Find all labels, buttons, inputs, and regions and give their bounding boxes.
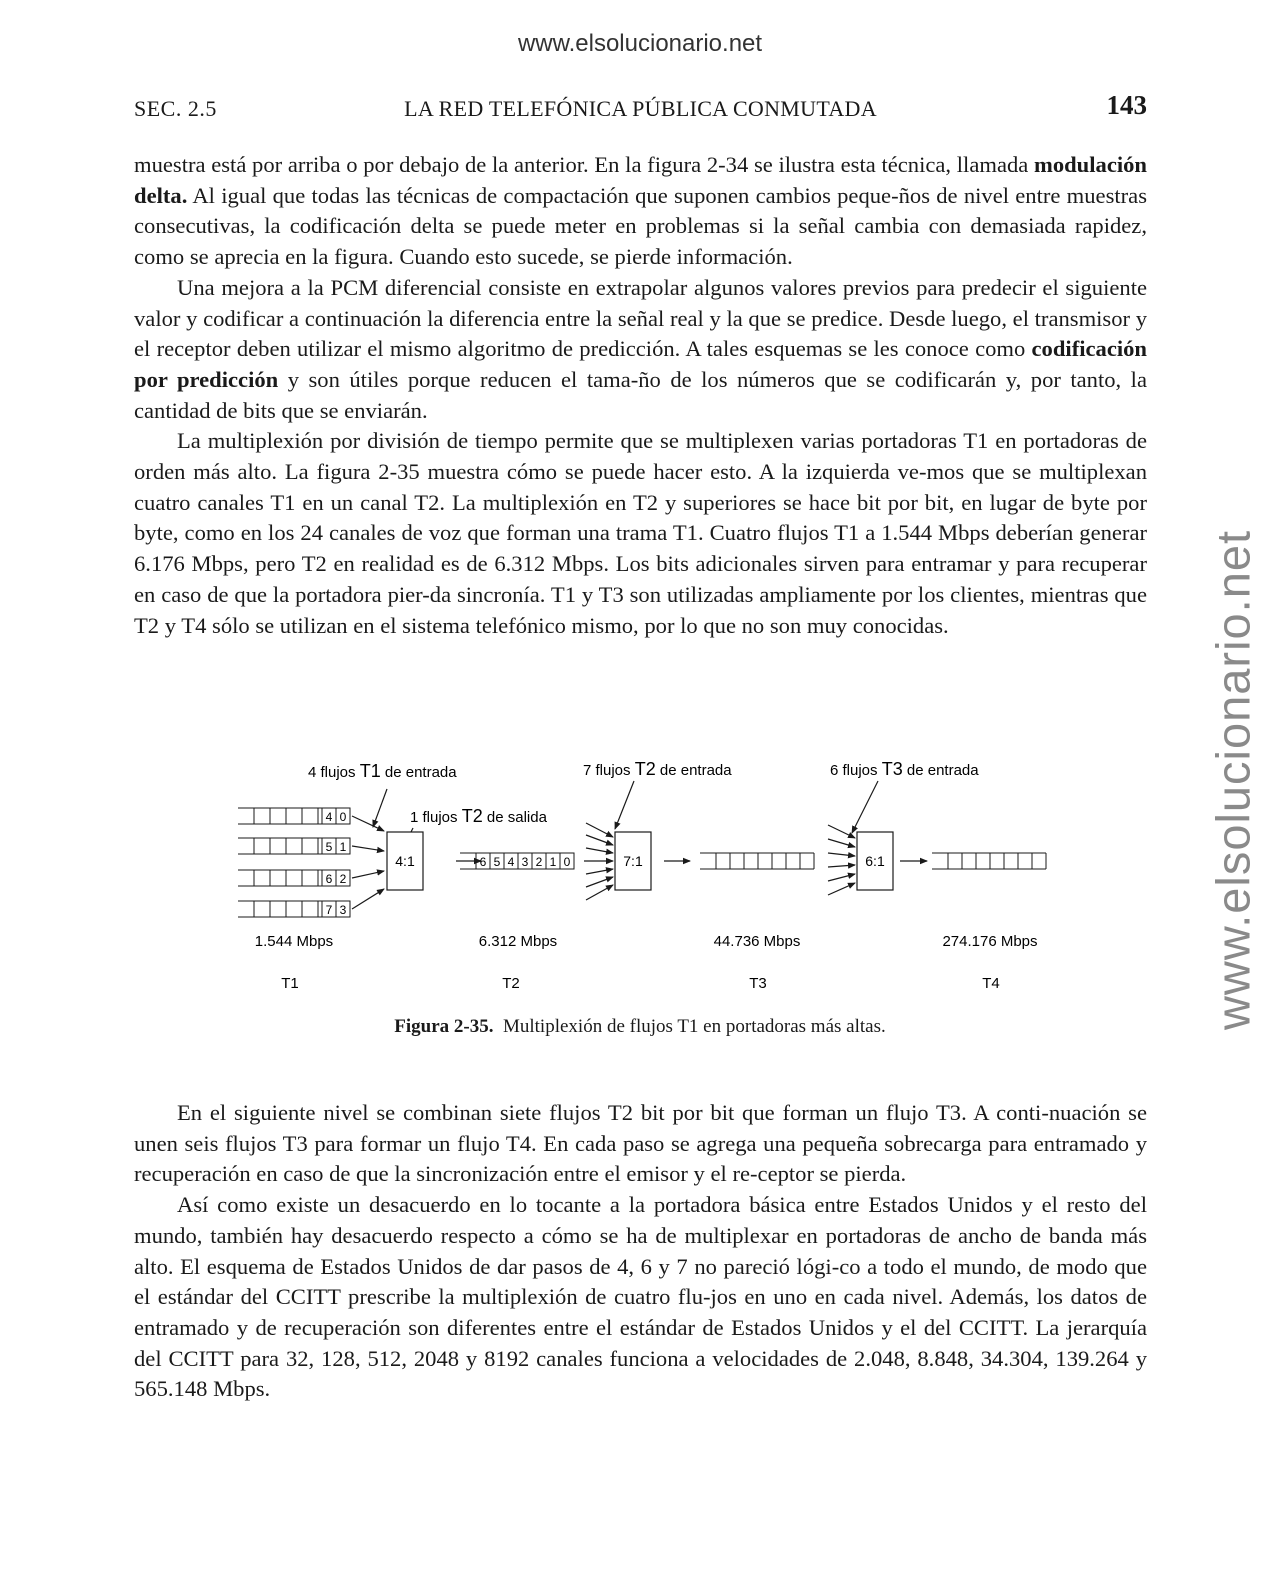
paragraph: muestra está por arriba o por debajo de la anterior. En la figura 2-34 se ilustra esta técnica, llamada modulación delta. Al igual que todas las técnicas de compactación que suponen cambios peque-ños de nivel entre muestras consecutivas, la codificación delta se puede meter en problemas si la señal cambia con demasiada rapidez, como se aprecia en la figura. Cuando esto sucede, se pierde información. xyxy=(134,152,1147,270)
paragraph: La multiplexión por división de tiempo permite que se multiplexen varias portadoras T1 en portadoras de orden más alto. La figura 2-35 muestra cómo se puede hacer esto. A la izquierda ve-mos que se multiplexan cuatro canales T1 en un canal T2. La multiplexión en T2 y superiores se hace bit por bit, en lugar de byte por byte, como en los 24 canales de voz que forman una trama T1. Cuatro flujos T1 a 1.544 Mbps deberían generar 6.176 Mbps, pero T2 en realidad es de 6.312 Mbps. Los bits adicionales sirven para entramar y para recuperar en caso de que la portadora pier-da sincronía. T1 y T3 son utilizadas ampliamente por los clientes, mientras que T2 y T4 sólo se utilizan en el sistema telefónico mismo, por lo que no son muy conocidas. xyxy=(134,428,1147,638)
bit-label: 6 xyxy=(479,855,487,869)
t3-stream xyxy=(700,853,814,869)
rate-label: 1.544 Mbps xyxy=(254,933,334,950)
body-text-bottom xyxy=(134,1098,1147,1405)
section-number: SEC. 2.5 xyxy=(134,96,217,121)
rate-label: 44.736 Mbps xyxy=(713,933,801,950)
mux-label: 6:1 xyxy=(865,853,885,869)
bit-label: 2 xyxy=(339,872,347,886)
caption-label: Figura 2-35. xyxy=(394,1016,494,1037)
bold-term: codificación por predicción xyxy=(134,336,1147,392)
bit-label: 0 xyxy=(563,855,571,869)
rate-label: 6.312 Mbps xyxy=(478,933,558,950)
label-t1-input: 4 flujos T1 de entrada xyxy=(308,761,457,781)
rate-label: 274.176 Mbps xyxy=(942,933,1038,950)
bit-label: 2 xyxy=(535,855,543,869)
bit-label: 5 xyxy=(325,840,333,854)
bit-label: 6 xyxy=(325,872,333,886)
t2-input-arrows xyxy=(584,823,613,900)
paragraph: Así como existe un desacuerdo en lo tocante a la portadora básica entre Estados Unidos y el resto del mundo, también hay desacuerdo respecto a cómo se ha de multiplexar en portadoras de ancho de banda más alto. El esquema de Estados Unidos de dar pasos de 4, 6 y 7 no pareció lógi-co a todo el mundo, de modo que el estándar del CCITT prescribe la multiplexión de cuatro flu-jos en uno en cada nivel. Además, los datos de entramado y de recuperación son diferentes entre el estándar de Estados Unidos y el del CCITT. La jerarquía del CCITT para 32, 128, 512, 2048 y 8192 canales funciona a velocidades de 2.048, 8.848, 34.304, 139.264 y 565.148 Mbps. xyxy=(134,1192,1147,1402)
bit-label: 1 xyxy=(549,855,557,869)
bit-label: 4 xyxy=(507,855,515,869)
label-t2-input: 7 flujos T2 de entrada xyxy=(583,759,732,779)
mux-label: 4:1 xyxy=(395,853,415,869)
t4-stream xyxy=(932,853,1046,869)
watermark-side: www.elsolucionario.net xyxy=(1206,529,1260,1031)
bit-label: 1 xyxy=(339,840,347,854)
multiplexing-diagram xyxy=(230,755,1060,1000)
label-t3-input: 6 flujos T3 de entrada xyxy=(830,759,979,779)
figure-2-35 xyxy=(230,755,1060,1000)
label-t2-output: 1 flujos T2 de salida xyxy=(410,806,547,826)
t1-stream xyxy=(238,808,350,824)
page-number: 143 xyxy=(1106,90,1147,120)
paragraph: En el siguiente nivel se combinan siete flujos T2 bit por bit que forman un flujo T3. A conti-nuación se unen seis flujos T3 para formar un flujo T4. En cada paso se agrega una pequeña sobrecarga para entramado y recuperación en caso de que la sincronización entre el emisor y el re-ceptor se pierda. xyxy=(134,1100,1147,1187)
bit-label: 5 xyxy=(493,855,501,869)
bit-label: 0 xyxy=(339,810,347,824)
t3-input-arrows xyxy=(828,825,855,895)
carrier-label: T4 xyxy=(982,975,1000,992)
chapter-title: LA RED TELEFÓNICA PÚBLICA CONMUTADA xyxy=(404,96,877,121)
bit-label: 7 xyxy=(325,903,333,917)
t1-stream xyxy=(238,838,350,854)
mux-label: 7:1 xyxy=(623,853,643,869)
watermark-top: www.elsolucionario.net xyxy=(517,30,763,57)
bit-label: 3 xyxy=(339,903,347,917)
carrier-label: T3 xyxy=(749,975,767,992)
body-text-top xyxy=(134,150,1147,641)
paragraph: Una mejora a la PCM diferencial consiste en extrapolar algunos valores previos para predecir el siguiente valor y codificar a continuación la diferencia entre la señal real y la que se predice. Desde luego, el transmisor y el receptor deben utilizar el mismo algoritmo de predicción. A tales esquemas se les conoce como codificación por predicción y son útiles porque reducen el tama-ño de los números que se codificarán y, por tanto, la cantidad de bits que se enviarán. xyxy=(134,274,1147,423)
running-head xyxy=(134,90,1147,126)
bold-term: modulación delta. xyxy=(134,152,1147,208)
bit-label: 3 xyxy=(521,855,529,869)
caption-text: Multiplexión de flujos T1 en portadoras más altas. xyxy=(502,1016,886,1037)
carrier-label: T1 xyxy=(281,975,299,992)
carrier-label: T2 xyxy=(502,975,520,992)
t1-input-streams xyxy=(238,808,350,917)
t1-stream xyxy=(238,901,350,917)
figure-caption xyxy=(0,1016,1280,1038)
t1-stream xyxy=(238,870,350,886)
bit-label: 4 xyxy=(325,810,333,824)
